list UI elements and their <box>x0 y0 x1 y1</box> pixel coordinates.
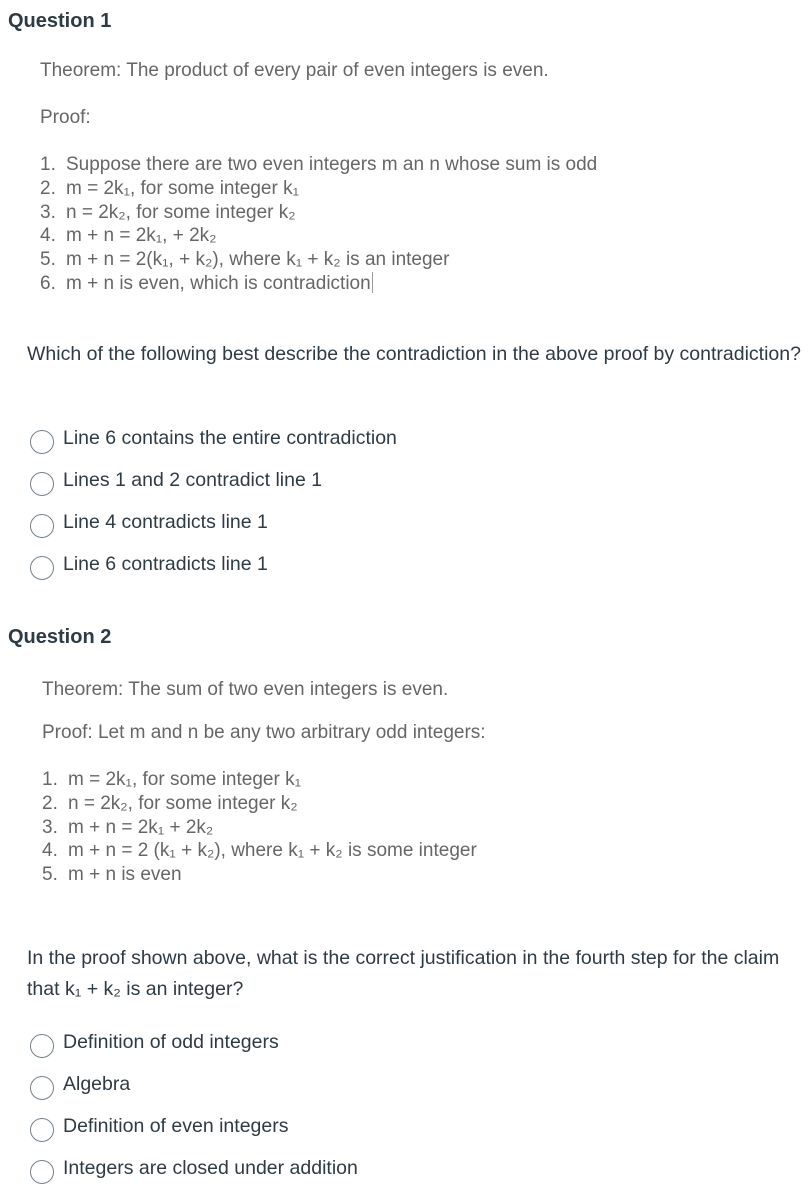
proof-label: Proof: Let m and n be any two arbitrary odd integers: <box>42 722 486 743</box>
proof-steps <box>42 768 477 887</box>
proof-step: 4. m + n = 2 (k₁ + k₂), where k₁ + k₂ is some integer <box>42 840 477 862</box>
radio-button[interactable] <box>30 1118 54 1142</box>
answer-label[interactable]: Definition of odd integers <box>63 1031 279 1053</box>
proof-steps <box>40 153 597 296</box>
theorem-text: Theorem: The product of every pair of even integers is even. <box>40 60 549 81</box>
question-title: Question 2 <box>8 626 112 648</box>
proof-step: 1. Suppose there are two even integers m an n whose sum is odd <box>40 154 598 175</box>
answer-label[interactable]: Line 6 contradicts line 1 <box>63 553 268 575</box>
text-caret <box>372 272 373 293</box>
proof-step: 1. m = 2k₁, for some integer k₁ <box>42 769 301 790</box>
proof-step: 3. n = 2k₂, for some integer k₂ <box>40 201 296 223</box>
radio-button[interactable] <box>30 430 54 454</box>
answer-label[interactable]: Integers are closed under addition <box>63 1157 358 1179</box>
radio-button[interactable] <box>30 1034 54 1058</box>
proof-step: 2. n = 2k₂, for some integer k₂ <box>42 792 298 814</box>
proof-step: 4. m + n = 2k₁, + 2k₂ <box>40 225 217 247</box>
radio-button[interactable] <box>30 1160 54 1184</box>
proof-step: 5. m + n is even <box>42 864 182 886</box>
question-prompt: Which of the following best describe the contradiction in the above proof by contradiction? <box>27 343 801 365</box>
answer-label[interactable]: Algebra <box>63 1073 131 1095</box>
question-title: Question 1 <box>8 10 112 32</box>
theorem-text: Theorem: The sum of two even integers is even. <box>42 679 449 700</box>
answer-label[interactable]: Definition of even integers <box>63 1115 289 1137</box>
proof-step: 6. m + n is even, which is contradiction <box>40 272 371 294</box>
proof-step: 5. m + n = 2(k₁, + k₂), where k₁ + k₂ is an integer <box>40 249 450 271</box>
radio-button[interactable] <box>30 514 54 538</box>
radio-button[interactable] <box>30 472 54 496</box>
radio-button[interactable] <box>30 556 54 580</box>
answer-label[interactable]: Line 6 contains the entire contradiction <box>63 427 397 449</box>
answer-label[interactable]: Lines 1 and 2 contradict line 1 <box>63 469 323 491</box>
proof-step: 3. m + n = 2k₁ + 2k₂ <box>42 816 214 838</box>
question-prompt: In the proof shown above, what is the correct justification in the fourth step for the claim that k₁ + k₂ is an integer? <box>27 947 780 1000</box>
proof-label: Proof: <box>40 107 91 128</box>
radio-button[interactable] <box>30 1076 54 1100</box>
proof-step: 2. m = 2k₁, for some integer k₁ <box>40 177 299 199</box>
answer-label[interactable]: Line 4 contradicts line 1 <box>63 511 268 533</box>
